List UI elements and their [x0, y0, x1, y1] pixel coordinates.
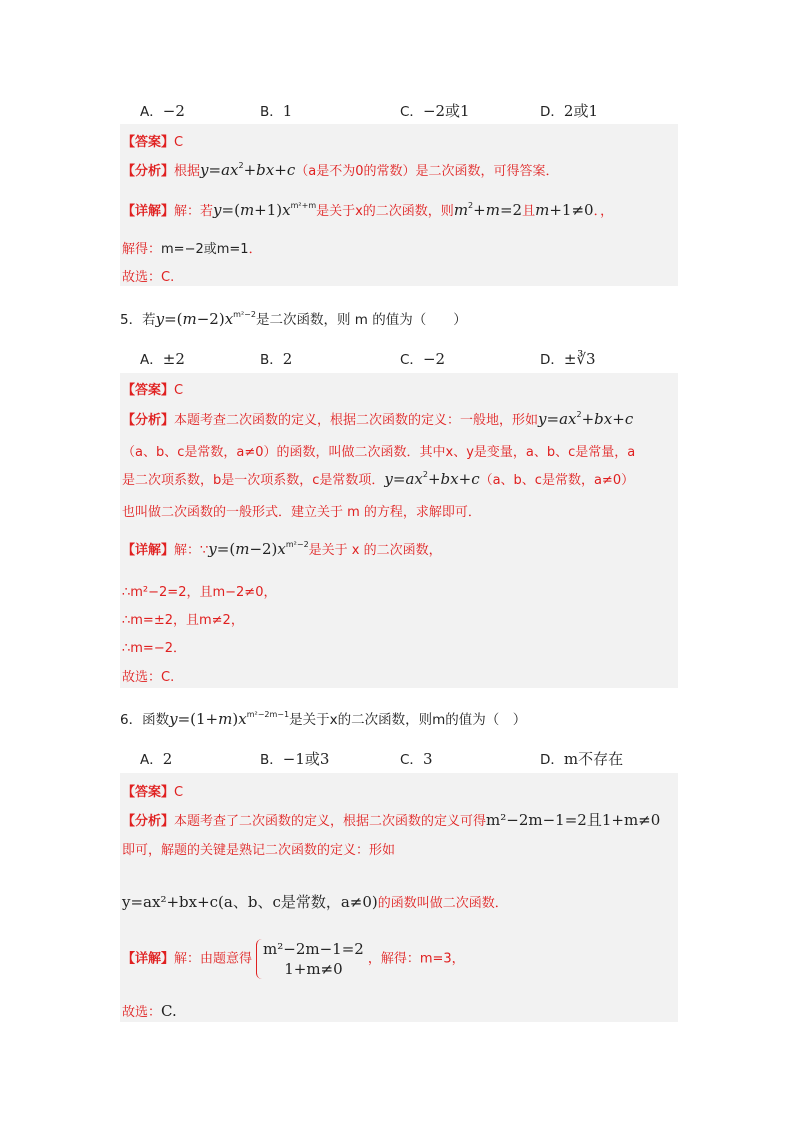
q5-step-3: ∴m=−2． — [122, 641, 186, 656]
q5-final: 故选：C. — [122, 670, 175, 685]
q6-answer: 【答案】C — [122, 785, 184, 800]
q6-options — [140, 748, 700, 772]
q5-options — [140, 348, 700, 372]
q6-analysis-line-1: 【分析】本题考查了二次函数的定义，根据二次函数的定义可得m²−2m−1=2且1+m≠0 — [122, 811, 661, 829]
q4-option-d[interactable]: D．2或1 — [540, 102, 598, 120]
q5-step-1: ∴m²−2=2，且m−2≠0， — [122, 585, 277, 600]
q6-final: 故选：C. — [122, 1002, 177, 1020]
q6-option-c[interactable]: C．3 — [400, 750, 433, 768]
q5-stem: 5．若$y=(m-2)x^{m^2-2}$是二次函数，则 m 的值为（ ） — [120, 309, 467, 328]
q6-option-a[interactable]: A．2 — [140, 750, 173, 768]
q5-step-2: ∴m=±2，且m≠2， — [122, 613, 244, 628]
q6-option-b[interactable]: B．−1或3 — [260, 750, 330, 768]
q4-option-c[interactable]: C．−2或1 — [400, 102, 470, 120]
q5-analysis-line-4: 也叫做二次函数的一般形式．建立关于 m 的方程，求解即可． — [122, 505, 481, 520]
q5-option-b[interactable]: B．2 — [260, 350, 293, 368]
q6-analysis-line-2: 即可，解题的关键是熟记二次函数的定义：形如 — [122, 843, 396, 858]
q5-option-c[interactable]: C．−2 — [400, 350, 446, 368]
q4-options — [140, 100, 700, 124]
q4-solve: 解得：m=−2或m=1． — [122, 242, 262, 257]
q4-analysis: 【分析】根据$y=ax^2+bx+c(a$是不为0的常数）是二次函数，可得答案． — [122, 160, 559, 179]
q4-answer: 【答案】C — [122, 135, 184, 150]
q5-solution-block — [120, 373, 678, 688]
q6-analysis-line-3: y=ax²+bx+c(a、b、c是常数，a≠0)的函数叫做二次函数． — [122, 893, 508, 911]
q4-solution-block — [120, 124, 678, 286]
q5-analysis-line-1: 【分析】本题考查二次函数的定义，根据二次函数的定义：一般地，形如$y=ax^2+bx+c$ — [122, 409, 634, 428]
q6-stem: 6．函数$y=(1+m)x^{m^2-2m-1}$是关于x的二次函数，则m的值为（ ） — [120, 709, 527, 728]
q4-detail: 【详解】解：若$y=(m+1)x^{m^2+m}$是关于x的二次函数，则$m^2+m=2$且m+1≠0．， — [122, 200, 614, 219]
q6-option-d[interactable]: D．m不存在 — [540, 750, 624, 768]
q5-option-d[interactable]: D．±∛3 — [540, 350, 596, 368]
q4-final: 故选：C. — [122, 270, 175, 285]
q5-analysis-line-2: （a、b、c是常数，a≠0）的函数，叫做二次函数．其中x、y是变量，a、b、c是常量，a — [122, 445, 636, 460]
q5-option-a[interactable]: A．±2 — [140, 350, 185, 368]
equation-system: m²−2m−1=2 1+m≠0 — [256, 939, 364, 979]
q5-answer: 【答案】C — [122, 383, 184, 398]
q6-detail: 【详解】解：由题意得 m²−2m−1=2 1+m≠0 ，解得：m=3， — [122, 940, 465, 978]
q5-analysis-line-3: 是二次项系数，b是一次项系数，c是常数项．$y=ax^2+bx+c(a$、b、c是常数，a≠0） — [122, 469, 635, 488]
q4-option-b[interactable]: B．1 — [260, 102, 293, 120]
q4-option-a[interactable]: A．−2 — [140, 102, 185, 120]
q5-detail: 【详解】解：$\because y=(m-2)x^{m^2-2}$是关于 x 的二次函数， — [122, 539, 442, 558]
q6-solution-block — [120, 773, 678, 1022]
